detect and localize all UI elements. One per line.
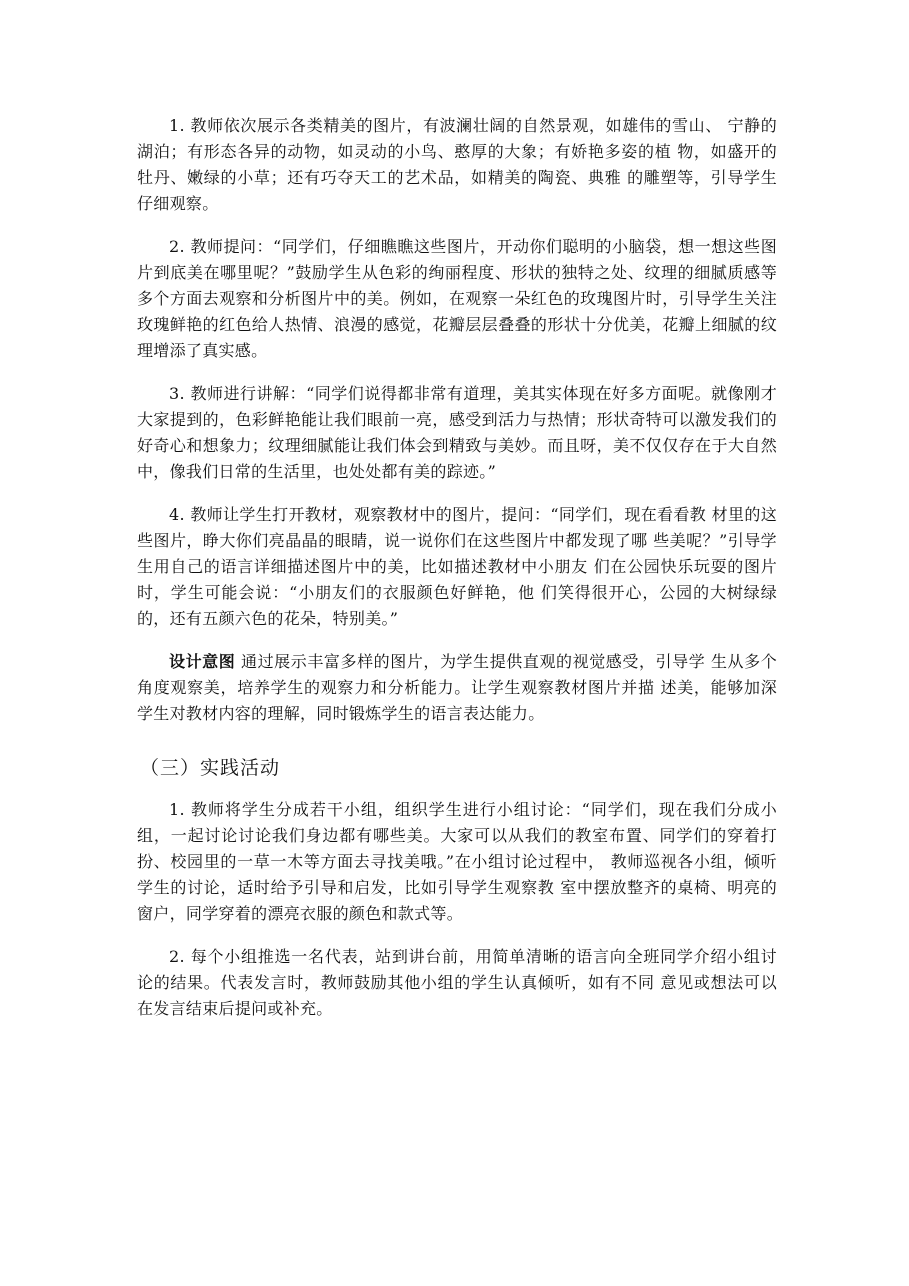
design-intent-text: 通过展示丰富多样的图片，为学生提供直观的视觉感受，引导学 生从多个角度观察美，培养学生的观察力和分析能力。让学生观察教材图片并描 述美，能够加深学生对教材内容的理解，同时锻炼学生的语言表达能力。 xyxy=(137,652,777,723)
paragraph-3: 3. 教师进行讲解：“同学们说得都非常有道理，美其实体现在好多方面呢。就像刚才大家提到的，色彩鲜艳能让我们眼前一亮，感受到活力与热情；形状奇特可以激发我们的好奇心和想象力；纹理细腻能让我们体会到精致与美妙。而且呀，美不仅仅存在于大自然中，像我们日常的生活里，也处处都有美的踪迹。” xyxy=(137,384,777,481)
practice-paragraph-2: 2. 每个小组推选一名代表，站到讲台前，用简单清晰的语言向全班同学介绍小组讨论的结果。代表发言时，教师鼓励其他小组的学生认真倾听，如有不同 意见或想法可以在发言结束后提问或补充。 xyxy=(137,947,777,1018)
paragraph-4: 4. 教师让学生打开教材，观察教材中的图片，提问：“同学们，现在看看教 材里的这些图片，睁大你们亮晶晶的眼睛，说一说你们在这些图片中都发现了哪 些美呢？”引导学生用自己的语言详细描述图片中的美，比如描述教材中小朋友 们在公园快乐玩耍的图片时，学生可能会说：“小朋友们的衣服颜色好鲜艳，他 们笑得很开心，公园的大树绿绿的，还有五颜六色的花朵，特别美。” xyxy=(137,505,777,628)
paragraph-2: 2. 教师提问：“同学们，仔细瞧瞧这些图片，开动你们聪明的小脑袋，想一想这些图片到底美在哪里呢？”鼓励学生从色彩的绚丽程度、形状的独特之处、纹理的细腻质感等多个方面去观察和分析图片中的美。例如，在观察一朵红色的玫瑰图片时，引导学生关注玫瑰鲜艳的红色给人热情、浪漫的感觉，花瓣层层叠叠的形状十分优美，花瓣上细腻的纹理增添了真实感。 xyxy=(137,237,777,360)
section-heading-practice: （三）实践活动 xyxy=(140,757,281,779)
design-intent-paragraph xyxy=(137,649,777,727)
document-page xyxy=(137,113,777,1039)
practice-paragraph-1: 1. 教师将学生分成若干小组，组织学生进行小组讨论：“同学们，现在我们分成小组，一起讨论讨论我们身边都有哪些美。大家可以从我们的教室布置、同学们的穿着打扮、校园里的一草一木等方面去寻找美哦。”在小组讨论过程中， 教师巡视各小组，倾听学生的讨论，适时给予引导和启发，比如引导学生观察教 室中摆放整齐的桌椅、明亮的窗户，同学穿着的漂亮衣服的颜色和款式等。 xyxy=(137,800,777,923)
design-intent-label: 设计意图 xyxy=(169,652,236,671)
paragraph-1: 1. 教师依次展示各类精美的图片，有波澜壮阔的自然景观，如雄伟的雪山、 宁静的湖泊；有形态各异的动物，如灵动的小鸟、憨厚的大象；有娇艳多姿的植 物，如盛开的牡丹、嫩绿的小草；还有巧夺天工的艺术品，如精美的陶瓷、典雅 的雕塑等，引导学生仔细观察。 xyxy=(137,116,777,213)
